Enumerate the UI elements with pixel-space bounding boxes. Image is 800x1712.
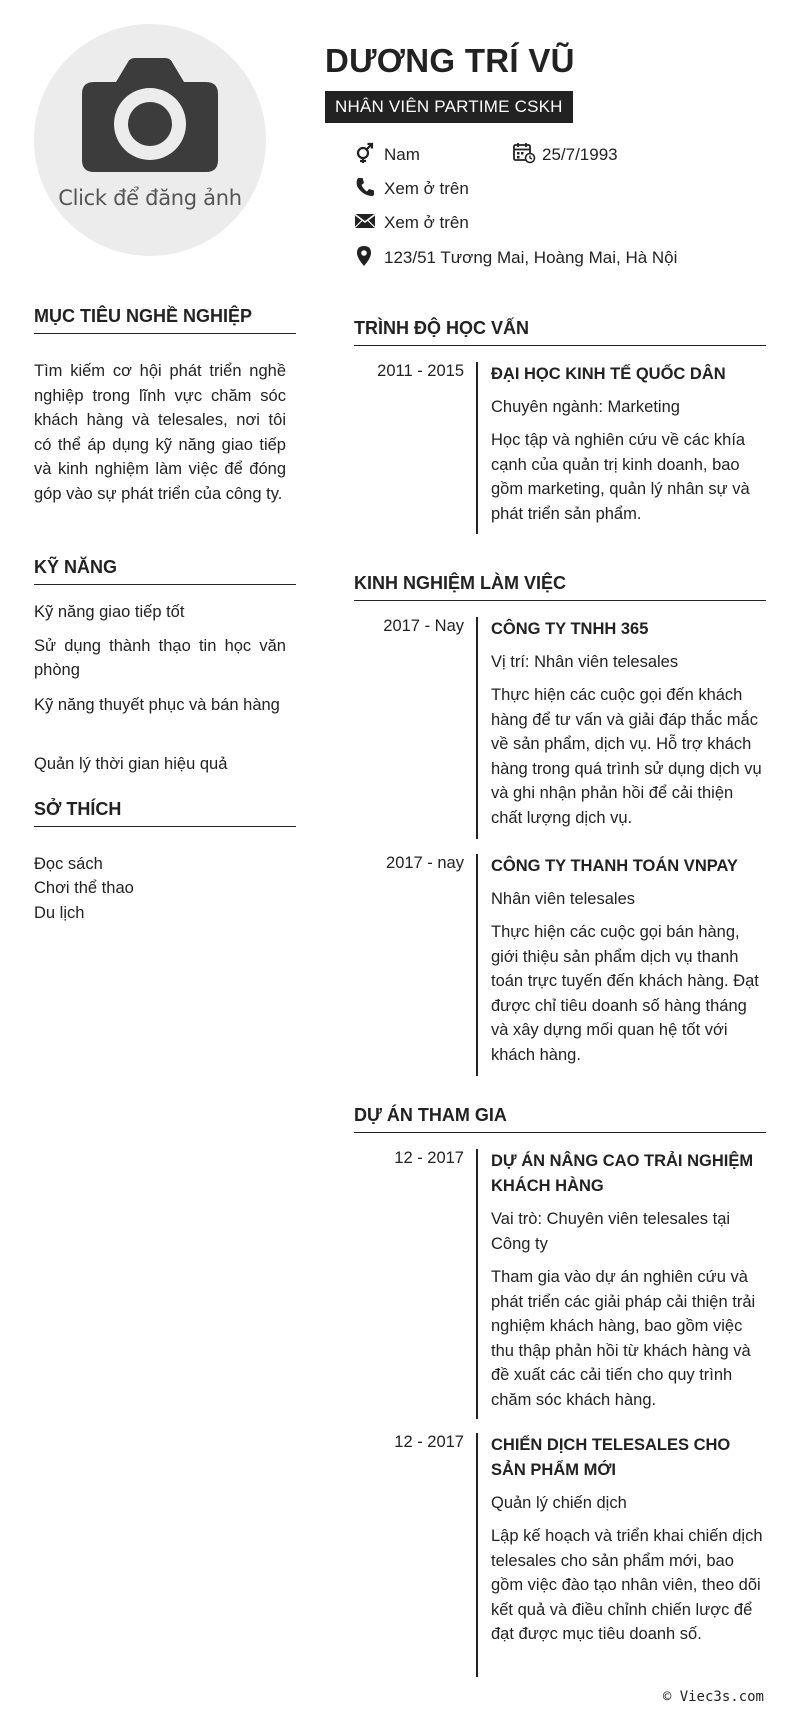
entry-role: Nhân viên telesales: [491, 890, 636, 908]
entry-date: 12 - 2017: [394, 1149, 464, 1167]
address-value: 123/51 Tương Mai, Hoàng Mai, Hà Nội: [384, 248, 678, 267]
entry-description: Lập kế hoạch và triển khai chiến dịch telesales cho sản phẩm mới, bao gồm việc đào tạo nhân viên, theo dõi kết quả và điều chỉnh chiến lược để đạt được mục tiêu doanh số.: [491, 1527, 763, 1644]
entry-description: Học tập và nghiên cứu về các khía cạnh của quản trị kinh doanh, bao gồm marketing, quản lý nhân sự và phát triển sản phẩm.: [491, 431, 750, 523]
entry-organization: CÔNG TY THANH TOÁN VNPAY: [491, 857, 738, 875]
copyright-footer: © Viec3s.com: [662, 1689, 764, 1705]
objective-heading: MỤC TIÊU NGHỀ NGHIỆP: [34, 306, 296, 334]
skill-item: Kỹ năng giao tiếp tốt: [34, 603, 185, 621]
entry-date: 12 - 2017: [394, 1433, 464, 1451]
hobby-item: Đọc sách: [34, 855, 103, 873]
timeline-divider: [476, 1433, 478, 1677]
hobby-item: Du lịch: [34, 904, 85, 922]
entry-date: 2017 - Nay: [383, 617, 464, 635]
gender-icon: [354, 142, 378, 164]
avatar-upload[interactable]: [34, 24, 266, 256]
timeline-divider: [476, 362, 478, 534]
entry-organization: CHIẾN DỊCH TELESALES CHO SẢN PHẨM MỚI: [491, 1436, 731, 1479]
gender-value: Nam: [384, 145, 420, 164]
timeline-divider: [476, 617, 478, 839]
timeline-divider: [476, 854, 478, 1076]
hobbies-heading: SỞ THÍCH: [34, 799, 296, 827]
entry-organization: CÔNG TY TNHH 365: [491, 620, 649, 638]
skill-item: Sử dụng thành thạo tin học văn phòng: [34, 637, 286, 679]
camera-icon: [78, 56, 222, 176]
skill-item: Quản lý thời gian hiệu quả: [34, 755, 228, 773]
phone-icon: [354, 176, 378, 198]
entry-description: Thực hiện các cuộc gọi đến khách hàng để tư vấn và giải đáp thắc mắc về sản phẩm, dịch vụ. Hỗ trợ khách hàng trong quá trình sử dụng dịch vụ và ghi nhận phản hồi để cải thiện chất lượng dịch vụ.: [491, 686, 762, 827]
education-heading: TRÌNH ĐỘ HỌC VẤN: [354, 318, 766, 346]
timeline-divider: [476, 1149, 478, 1419]
entry-description: Tham gia vào dự án nghiên cứu và phát triển các giải pháp cải thiện trải nghiệm khách hàng, bao gồm việc thu thập phản hồi từ khách hàng và đề xuất các cải tiến cho quy trình chăm sóc khách hàng.: [491, 1268, 756, 1409]
job-title-badge: NHÂN VIÊN PARTIME CSKH: [325, 91, 573, 123]
entry-description: Thực hiện các cuộc gọi bán hàng, giới thiệu sản phẩm dịch vụ thanh toán trực tuyến đến khách hàng. Đạt được chỉ tiêu doanh số hàng tháng và xây dựng mối quan hệ tốt với khách hàng.: [491, 923, 759, 1064]
photo-upload-label: Click để đăng ảnh: [58, 186, 242, 210]
entry-organization: DỰ ÁN NÂNG CAO TRẢI NGHIỆM KHÁCH HÀNG: [491, 1152, 754, 1195]
experience-heading: KINH NGHIỆM LÀM VIỆC: [354, 573, 766, 601]
entry-role: Quản lý chiến dịch: [491, 1494, 627, 1512]
projects-heading: DỰ ÁN THAM GIA: [354, 1105, 766, 1133]
entry-date: 2011 - 2015: [377, 362, 464, 380]
map-pin-icon: [354, 245, 378, 267]
entry-organization: ĐẠI HỌC KINH TẾ QUỐC DÂN: [491, 365, 726, 383]
birthday-value: 25/7/1993: [542, 145, 618, 164]
candidate-name: DƯƠNG TRÍ VŨ: [325, 42, 575, 79]
entry-role: Vai trò: Chuyên viên telesales tại Công ty: [491, 1210, 731, 1253]
skill-item: Kỹ năng thuyết phục và bán hàng: [34, 696, 280, 714]
envelope-icon: [354, 210, 378, 232]
objective-text: Tìm kiếm cơ hội phát triển nghề nghiệp trong lĩnh vực chăm sóc khách hàng và telesales, nơi tôi có thể áp dụng kỹ năng giao tiếp và kinh nghiệm làm việc để đóng góp vào sự phát triển của công ty.: [34, 362, 286, 503]
entry-role: Vị trí: Nhân viên telesales: [491, 653, 679, 671]
entry-role: Chuyên ngành: Marketing: [491, 398, 680, 416]
entry-date: 2017 - nay: [386, 854, 464, 872]
skills-heading: KỸ NĂNG: [34, 557, 296, 585]
email-value: Xem ở trên: [384, 213, 469, 232]
calendar-icon: [512, 142, 536, 164]
phone-value: Xem ở trên: [384, 179, 469, 198]
hobby-item: Chơi thể thao: [34, 879, 134, 897]
